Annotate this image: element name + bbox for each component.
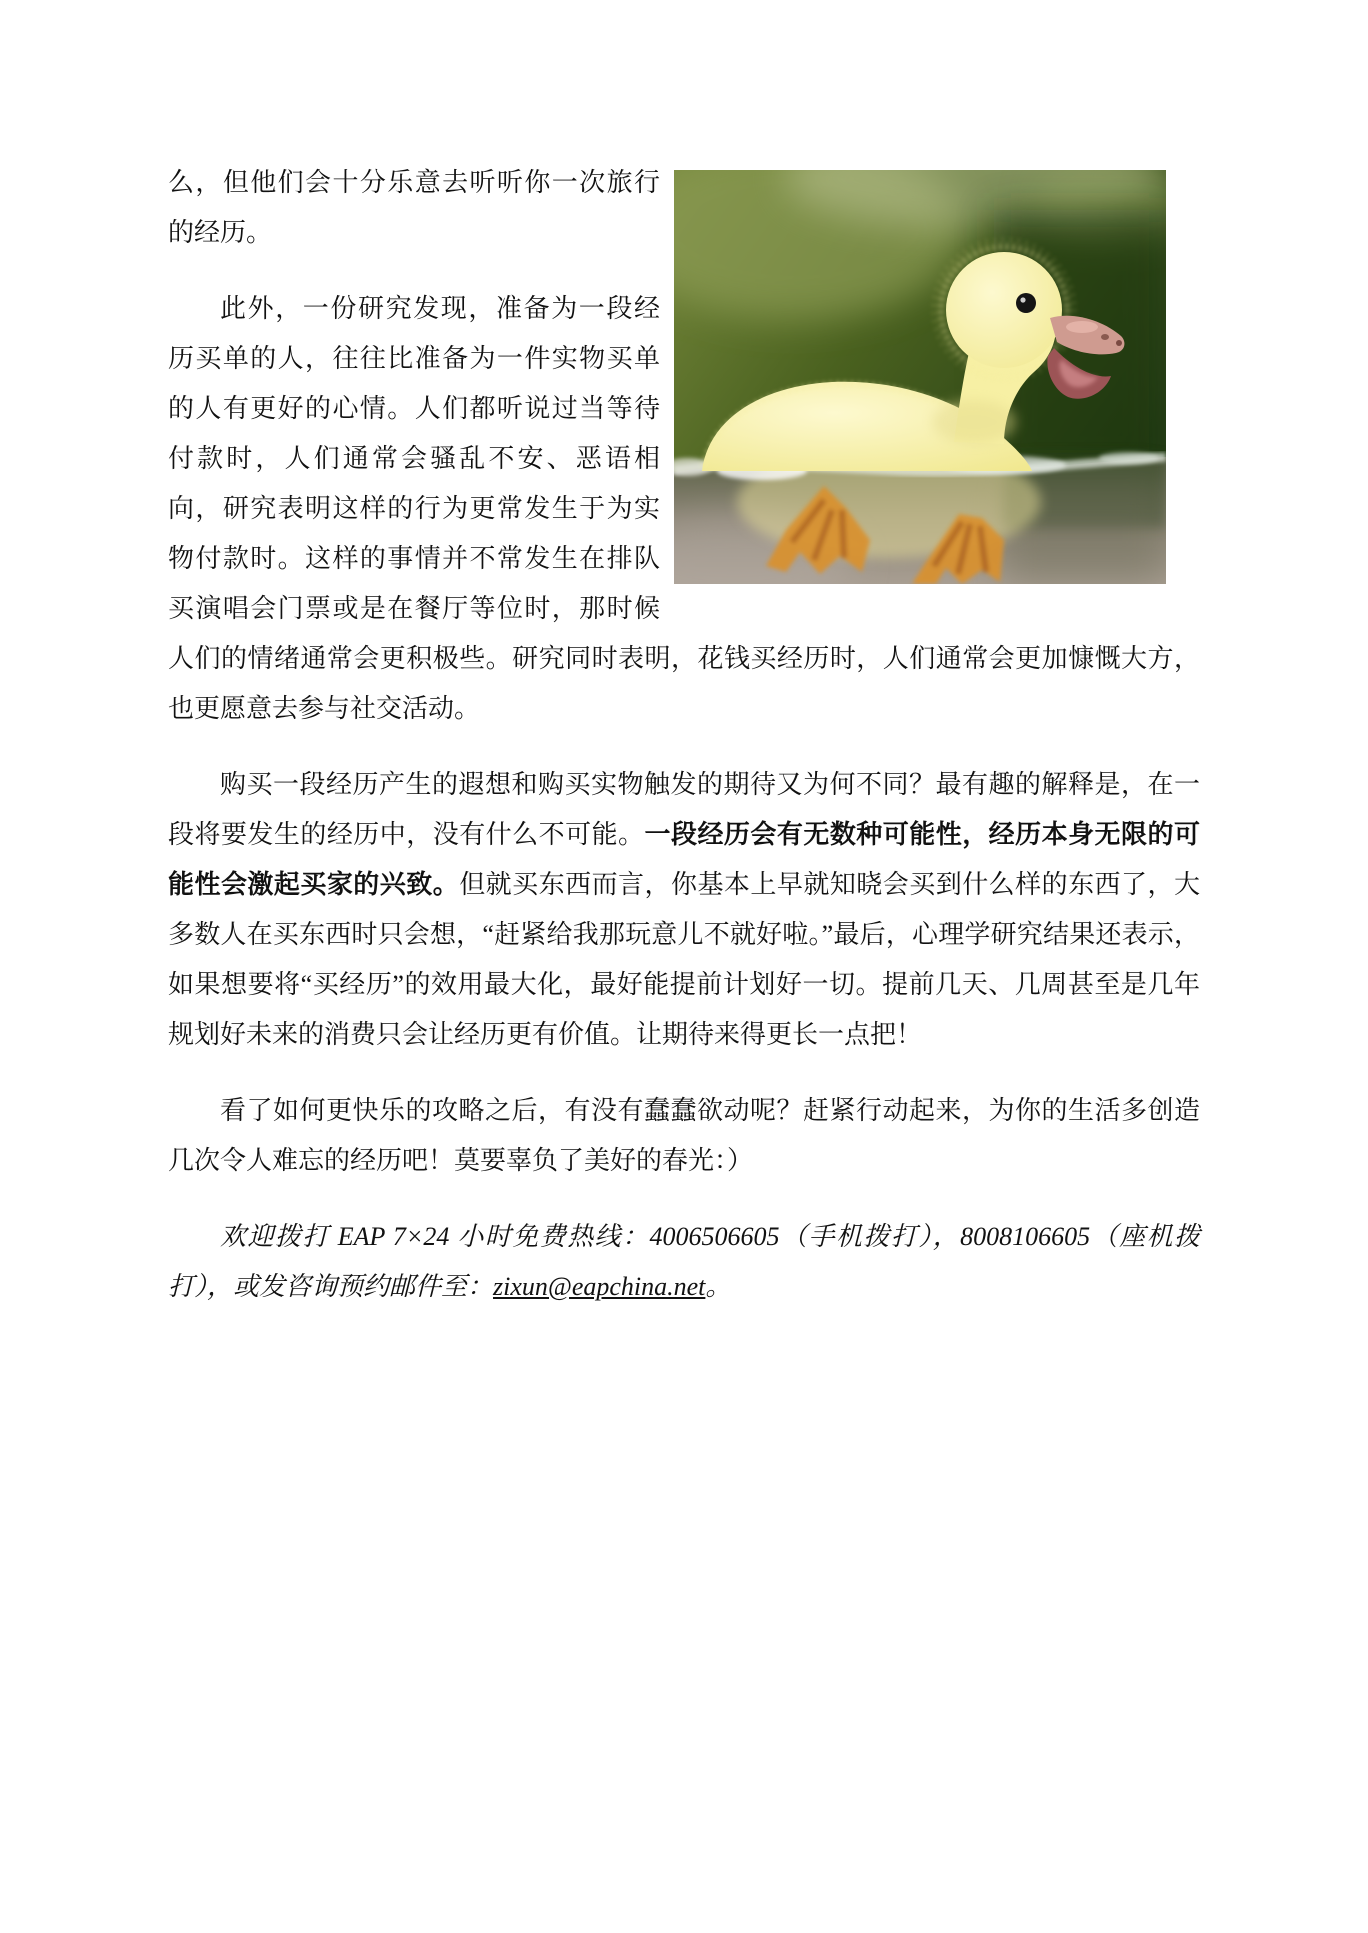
paragraph-text: 购买一段经历产生的遐想和购买实物触发的期待又为何不同？最有趣的解释是，在一段将要发生的经历中，没有什么不可能。 — [168, 770, 1200, 849]
paragraph-text: 但就买东西而言，你基本上早就知晓会买到什么样的东西了，大多数人在买东西时只会想，“赶紧给我那玩意儿不就好啦。”最后，心理学研究结果还表示，如果想要将“买经历”的效用最大化，最好能提前计划好一切。提前几天、几周甚至是几年规划好未来的消费只会让经历更有价值。让期待来得更长一点把！ — [168, 870, 1200, 1049]
duckling-photo — [674, 170, 1166, 584]
paragraph-text: 看了如何更快乐的攻略之后，有没有蠢蠢欲动呢？赶紧行动起来，为你的生活多创造几次令人难忘的经历吧！莫要辜负了美好的春光：） — [168, 1096, 1200, 1175]
contact-text: 欢迎拨打 EAP 7×24 小时免费热线：4006506605（手机拨打），8008106605（座机拨打），或发咨询预约邮件至： — [168, 1222, 1200, 1301]
contact-line — [168, 1212, 1200, 1312]
paragraph-text: 此外，一份研究发现，准备为一段经历买单的人，往往比准备为一件实物买单的人有更好的心情。人们都听说过当等待付款时，人们通常会骚乱不安、恶语相向，研究表明这样的行为更常发生于为实物付款时。这样的事情并不常发生在排队买演唱会门票或是在餐厅等位时，那时候人们的情绪通常会更积极些。研究同时表明，花钱买经历时，人们通常会更加慷慨大方，也更愿意去参与社交活动。 — [168, 294, 1200, 723]
bold-emphasis-text: 一段经历会有无数种可能性，经历本身无限的可能性会激起买家的兴致。 — [168, 820, 1200, 899]
paragraph-anticipation — [168, 760, 1200, 1060]
contact-text-suffix: 。 — [705, 1272, 732, 1301]
article-body — [168, 158, 1200, 1338]
paragraph-text: 么，但他们会十分乐意去听听你一次旅行的经历。 — [168, 168, 660, 247]
email-link[interactable]: zixun@eapchina.net — [493, 1272, 706, 1301]
paragraph-call-to-action — [168, 1086, 1200, 1186]
duckling-illustration — [674, 170, 1166, 584]
